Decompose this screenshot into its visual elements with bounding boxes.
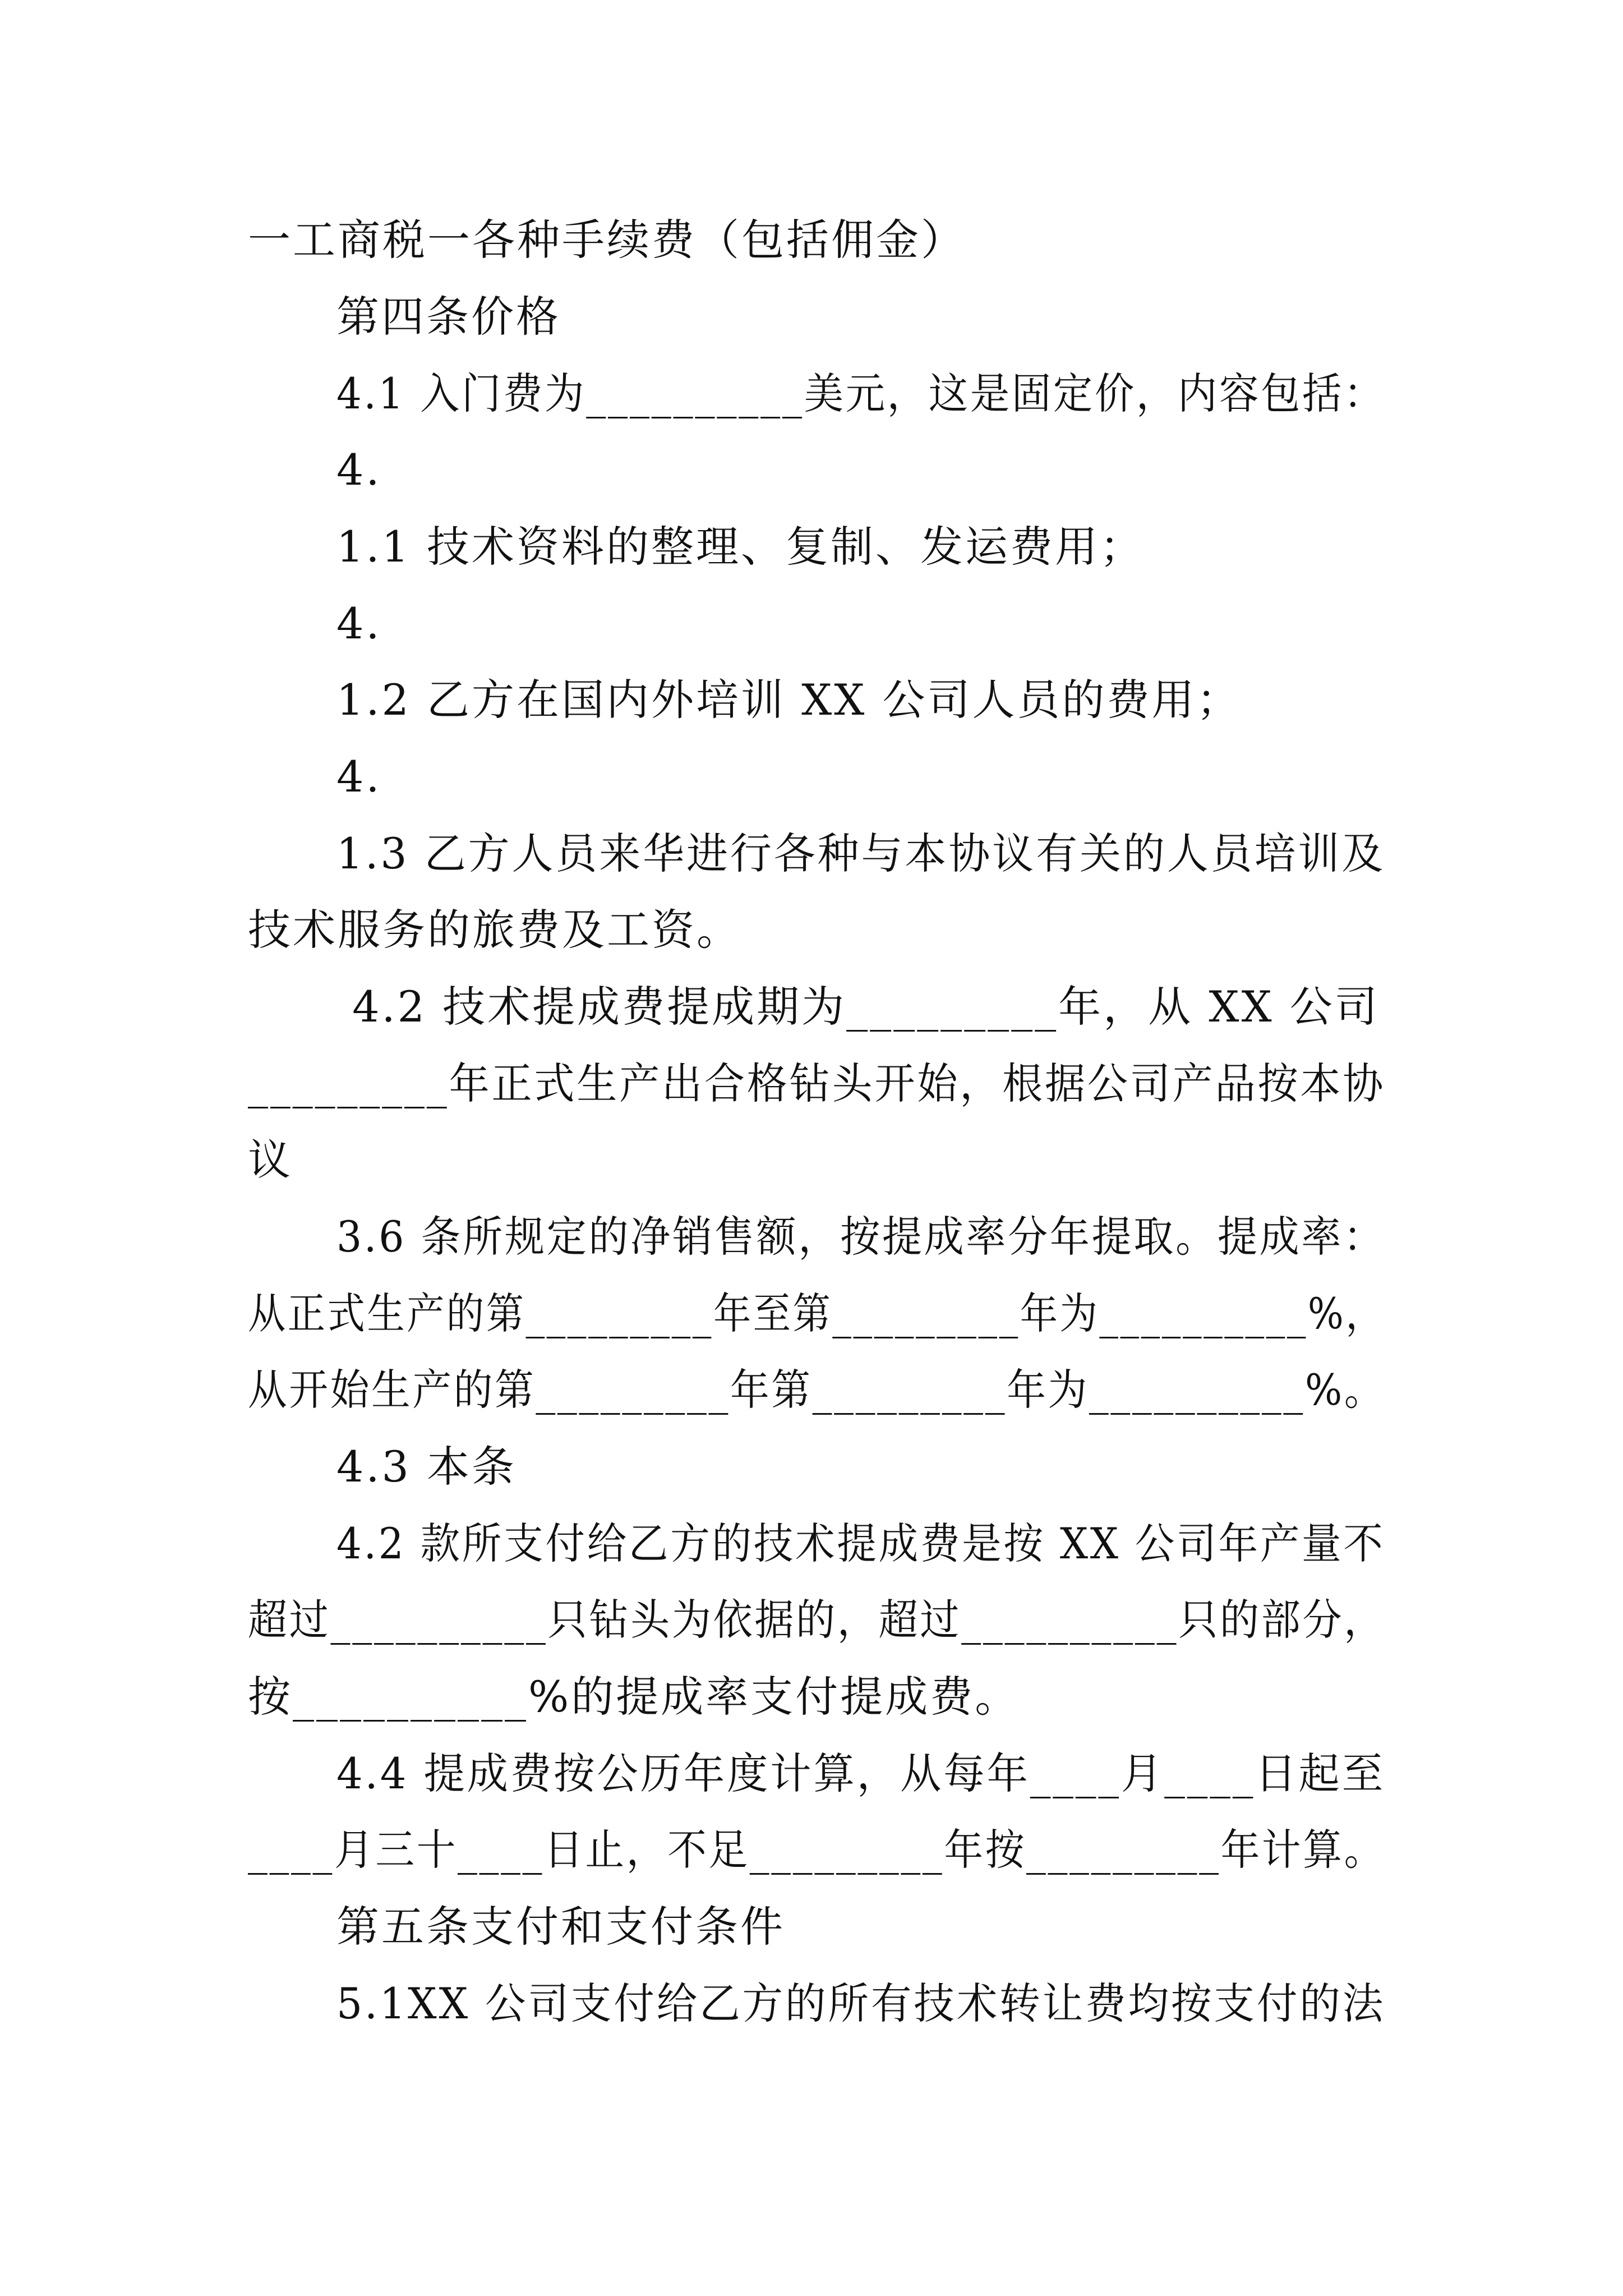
text-line: 4. [336,752,382,802]
text-line: 4.4 提成费按公历年度计算，从每年____月____日起至 [336,1749,1386,1798]
text-line: 一工商税一各种手续费（包括佣金） [248,215,966,265]
text-line: 从正式生产的第_________年至第_________年为__________%， [248,1289,1386,1338]
text-line: 技术服务的旅费及工资。 [248,905,741,955]
text-line: 从开始生产的第_________年第_________年为__________%。 [248,1365,1386,1415]
text-line: 4.3 本条 [336,1442,517,1492]
text-line: 4.2 款所支付给乙方的技术提成费是按 XX 公司年产量不 [336,1519,1385,1568]
section-heading: 第四条价格 [336,292,561,342]
text-line: 4.1 入门费为__________美元，这是固定价，内容包括： [336,369,1386,418]
text-line: 3.6 条所规定的净销售额，按提成率分年提取。提成率： [336,1212,1385,1262]
text-line: 按__________%的提成率支付提成费。 [248,1672,1020,1722]
text-line: 4. [336,599,382,648]
text-line: 4.2 技术提成费提成期为_________年，从 XX 公司 [336,982,1380,1032]
text-line: 5.1XX 公司支付给乙方的所有技术转让费均按支付的法 [336,1978,1386,2028]
section-heading: 第五条支付和支付条件 [336,1902,785,1952]
text-line: 超过__________只钻头为依据的，超过__________只的部分， [248,1595,1385,1645]
text-line: 议 [248,1135,293,1185]
text-line: 1.2 乙方在国内外培训 XX 公司人员的费用； [336,675,1242,725]
text-line: _________年正式生产出合格钻头开始，根据公司产品按本协 [248,1059,1386,1108]
text-line: 1.3 乙方人员来华进行各种与本协议有关的人员培训及 [336,829,1386,878]
text-line: 1.1 技术资料的整理、复制、发运费用； [336,522,1145,572]
text-line: ____月三十____日止，不足_________年按_________年计算。 [248,1825,1385,1875]
text-line: 4. [336,445,382,495]
